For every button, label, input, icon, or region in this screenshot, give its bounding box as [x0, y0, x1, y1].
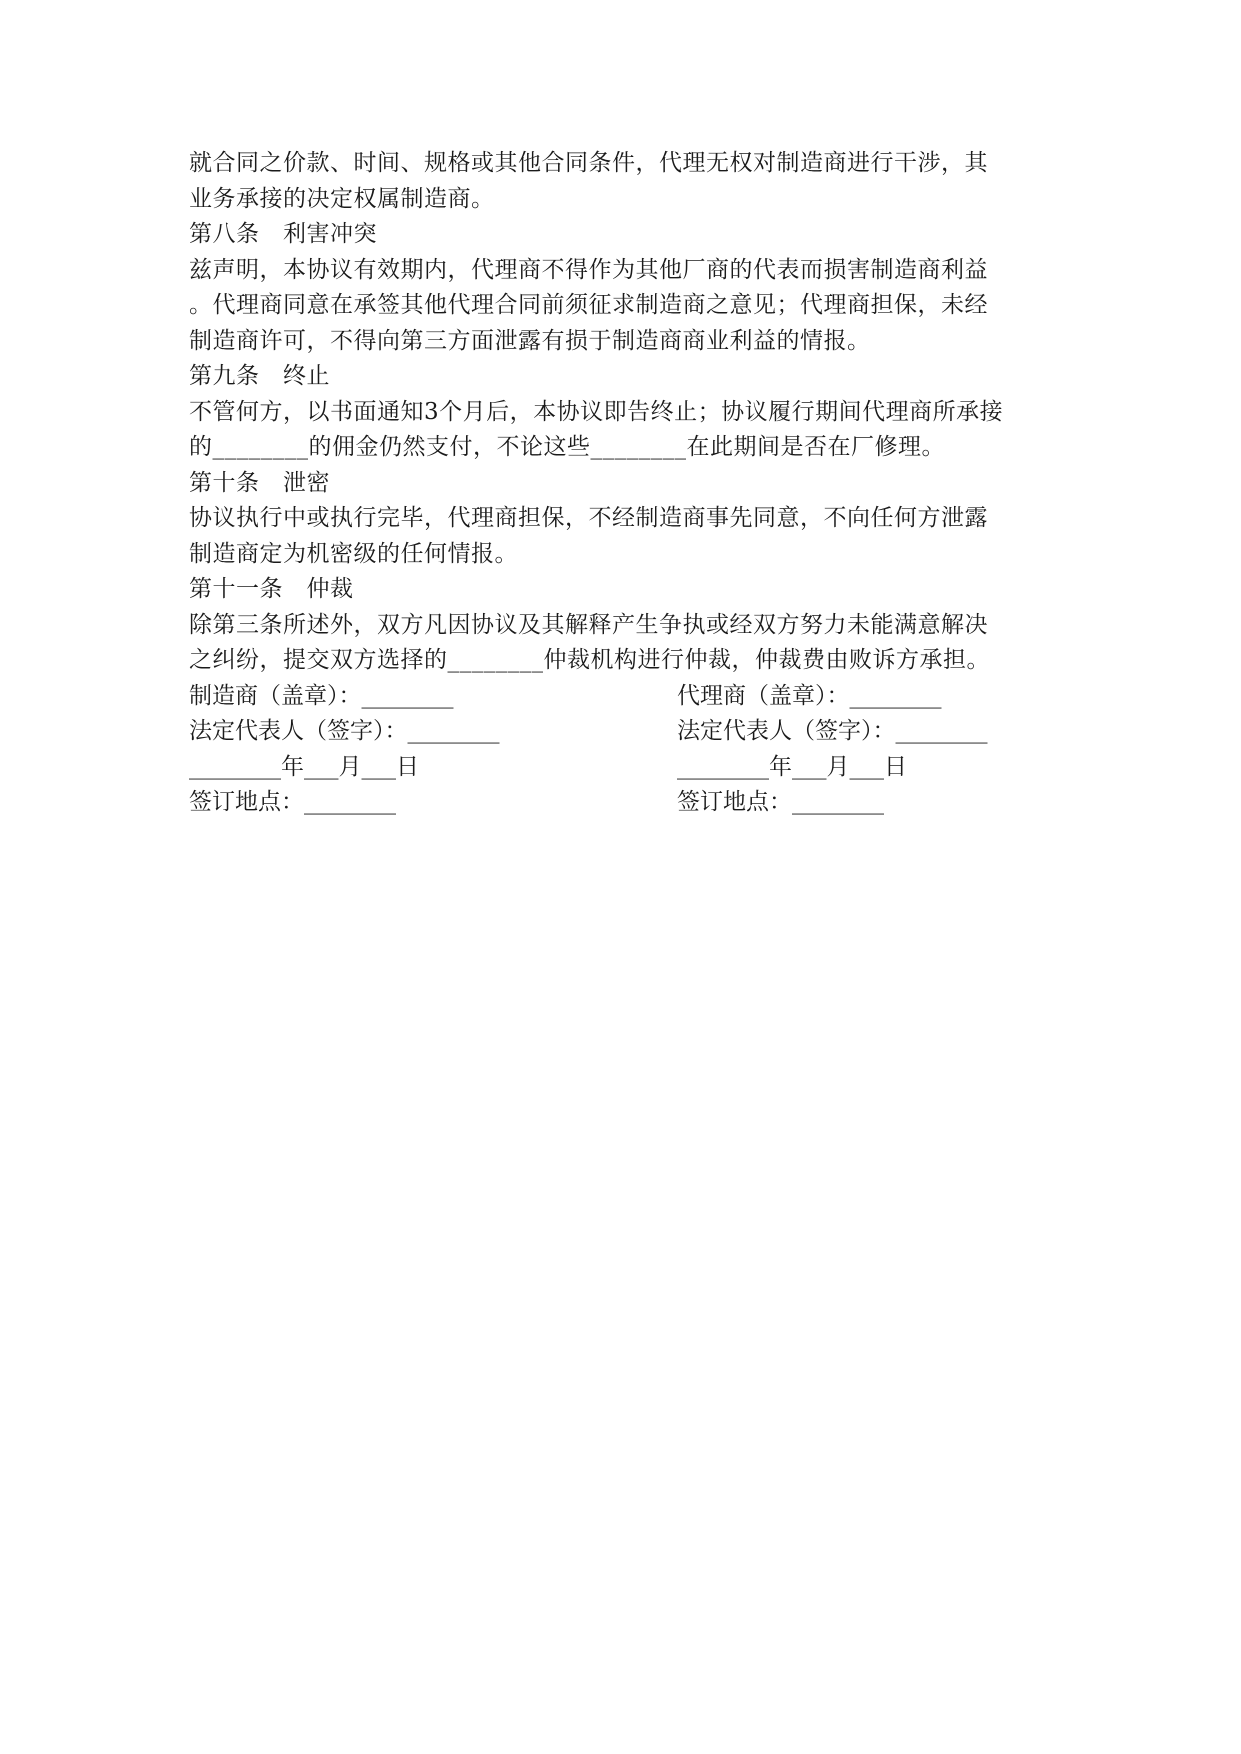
agent-date-field: ________年___月___日: [677, 753, 907, 780]
agent-representative-field: 法定代表人（签字）：________: [677, 718, 988, 744]
clause-9-heading: 第九条 终止: [189, 363, 330, 389]
signature-row-seal: [189, 679, 1059, 715]
signature-row-place: [189, 785, 1059, 821]
clause-7-text-line-1: 就合同之价款、时间、规格或其他合同条件，代理无权对制造商进行干涉，其: [189, 150, 988, 176]
clause-10-heading: 第十条 泄密: [189, 469, 330, 496]
clause-10-text-line-1: 协议执行中或执行完毕，代理商担保，不经制造商事先同意，不向任何方泄露: [189, 505, 988, 531]
document-page: [189, 146, 1059, 821]
clause-11-text-line-1: 除第三条所述外，双方凡因协议及其解释产生争执或经双方努力未能满意解决: [189, 611, 988, 638]
clause-10-text-line-2: 制造商定为机密级的任何情报。: [189, 540, 518, 567]
manufacturer-seal-field: 制造商（盖章）：________: [189, 682, 454, 709]
manufacturer-place-field: 签订地点：________: [189, 789, 396, 815]
clause-9-text-line-1: 不管何方，以书面通知3个月后，本协议即告终止；协议履行期间代理商所承接: [189, 398, 1004, 425]
clause-11-heading: 第十一条 仲裁: [189, 576, 354, 602]
clause-11-text-line-2: 之纠纷，提交双方选择的________仲裁机构进行仲裁，仲裁费由败诉方承担。: [189, 647, 990, 673]
clause-9-text-line-2: 的________的佣金仍然支付，不论这些________在此期间是否在厂修理。: [189, 434, 945, 460]
agent-seal-field: 代理商（盖章）：________: [677, 682, 942, 709]
manufacturer-representative-field: 法定代表人（签字）：________: [189, 718, 500, 744]
clause-8-text-line-3: 制造商许可，不得向第三方面泄露有损于制造商商业利益的情报。: [189, 327, 871, 354]
clause-8-heading: 第八条 利害冲突: [189, 221, 377, 247]
agent-place-field: 签订地点：________: [677, 789, 884, 815]
clause-8-text-line-2: 。代理商同意在承签其他代理合同前须征求制造商之意见；代理商担保，未经: [189, 292, 988, 318]
signature-row-representative: [189, 714, 1059, 750]
signature-row-date: [189, 750, 1059, 786]
manufacturer-date-field: ________年___月___日: [189, 753, 419, 780]
clause-8-text-line-1: 兹声明，本协议有效期内，代理商不得作为其他厂商的代表而损害制造商利益: [189, 256, 988, 283]
clause-7-text-line-2: 业务承接的决定权属制造商。: [189, 185, 495, 212]
